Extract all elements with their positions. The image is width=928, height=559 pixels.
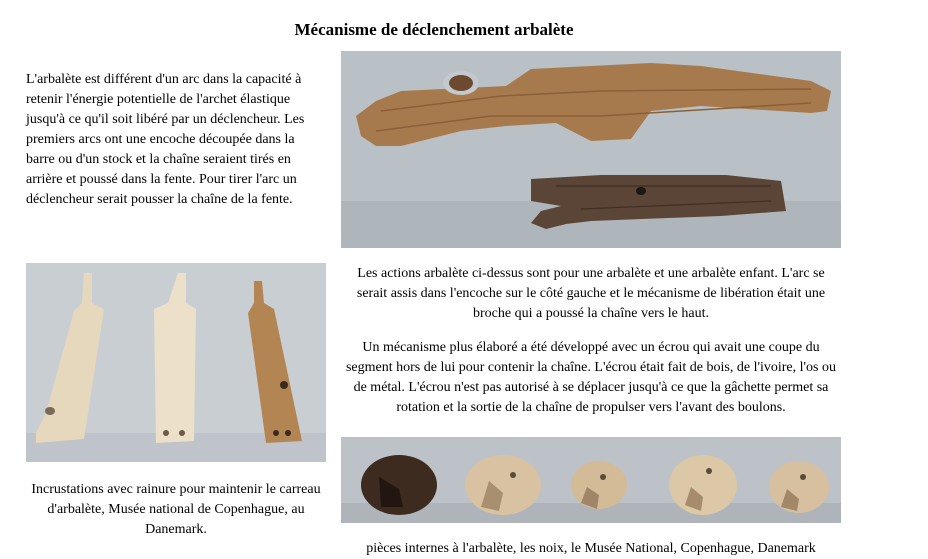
right-text-block	[341, 264, 841, 432]
bone-inlays-photo	[26, 263, 326, 462]
intro-paragraph: L'arbalète est différent d'un arc dans la capacité à retenir l'énergie potentielle de l'archet élastique jusqu'à ce qu'il soit libéré par un déclencheur. Les premiers arcs ont une encoche découpée dans la barre ou d'un stock et la chaîne seraient tirés en arrière et poussé dans la fente. Pour tirer l'arc un déclencheur serait pousser la chaîne de la fente.	[26, 72, 305, 207]
right-paragraph-2: Un mécanisme plus élaboré a été développé avec un écrou qui avait une coupe du segment hors de lui pour contenir la chaîne. L'écrou était fait de bois, de l'ivoire, l'os ou de métal. L'écrou n'est pas autorisé à se déplacer jusqu'à ce que la gâchette permet sa rotation et la sortie de la chaîne de propulser vers l'avant des boulons.	[345, 340, 837, 415]
page-title: Mécanisme de déclenchement arbalète	[294, 20, 574, 39]
right-paragraph-1: Les actions arbalète ci-dessus sont pour une arbalète et une arbalète enfant. L'arc se serait assis dans l'encoche sur le côté gauche et le mécanisme de libération était une broche qui a poussé la chaîne vers le haut.	[356, 266, 826, 321]
crossbow-nuts-photo	[341, 437, 841, 523]
crossbow-stocks-photo	[341, 51, 841, 248]
left-caption: Incrustations avec rainure pour maintenir le carreau d'arbalète, Musée national de Copenhague, au Danemark.	[31, 482, 321, 537]
bottom-caption: pièces internes à l'arbalète, les noix, le Musée National, Copenhague, Danemark	[366, 541, 816, 556]
